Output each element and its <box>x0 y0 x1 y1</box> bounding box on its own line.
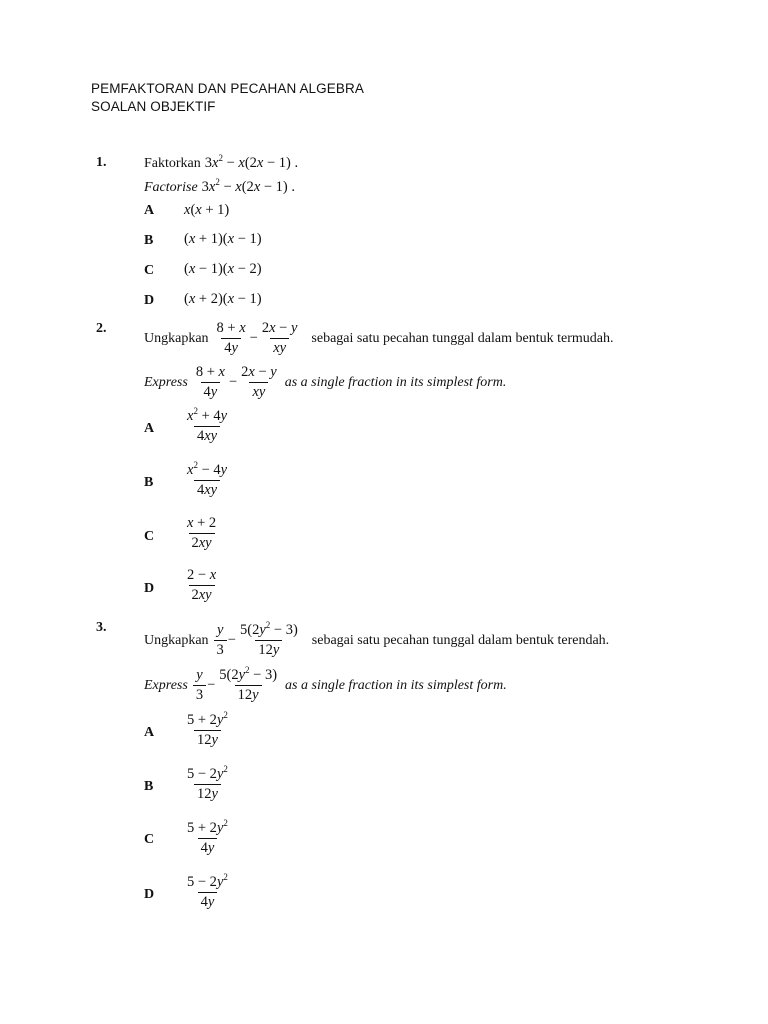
question-1-malay-verb: Faktorkan <box>144 155 201 171</box>
question-1-expression-en: $3x^2 - x(2x - 1)$ . <box>201 177 296 195</box>
question-3-malay-instruction: sebagai satu pecahan tunggal dalam bentuk terendah. <box>311 632 610 648</box>
q3-option-b[interactable]: $\frac{5 - 2y^2}{12y}$ <box>187 764 228 803</box>
question-2-malay-verb: Ungkapkan <box>144 330 209 346</box>
q1-option-c-label[interactable]: C <box>144 263 155 278</box>
question-number-1: 1. <box>96 155 107 170</box>
question-1-expression: $3x^2 - x(2x - 1)$ . <box>204 153 299 171</box>
q3-option-a-label[interactable]: A <box>144 725 155 740</box>
q3-option-c-label[interactable]: C <box>144 832 155 847</box>
q2-option-b[interactable]: $\frac{x^2 - 4y}{4xy}$ <box>187 460 228 499</box>
q3-option-a[interactable]: $\frac{5 + 2y^2}{12y}$ <box>187 710 228 749</box>
q3-option-d[interactable]: $\frac{5 - 2y^2}{4y}$ <box>187 872 228 911</box>
question-1-malay <box>144 155 298 172</box>
q1-option-a[interactable]: x(x + 1) <box>184 202 230 218</box>
question-2-expression: $\frac{8 + x}{4y}$ − $\frac{2x - y}{xy}$ <box>216 320 298 357</box>
question-3-expression-en: $\frac{y}{3}$ − $\frac{5(2y^2 - 3)}{12y}$ <box>192 667 281 705</box>
q1-option-d-label[interactable]: D <box>144 293 155 308</box>
question-3-english-instruction: as a single fraction in its simplest form. <box>285 677 507 693</box>
q1-option-b[interactable]: (x + 1)(x − 1) <box>184 231 262 247</box>
question-2-malay-instruction: sebagai satu pecahan tunggal dalam bentuk termudah. <box>311 330 614 346</box>
q1-option-b-label[interactable]: B <box>144 233 154 248</box>
question-3-malay-verb: Ungkapkan <box>144 632 209 648</box>
q2-option-a-label[interactable]: A <box>144 421 155 436</box>
question-3-english-verb: Express <box>144 677 188 693</box>
question-2-english-instruction: as a single fraction in its simplest form. <box>284 374 507 390</box>
q3-option-b-label[interactable]: B <box>144 779 154 794</box>
q2-option-c[interactable]: $\frac{x + 2}{2xy}$ <box>187 515 217 552</box>
q2-option-d[interactable]: $\frac{2 - x}{2xy}$ <box>187 567 217 604</box>
question-2-english-verb: Express <box>144 374 188 390</box>
q1-option-a-label[interactable]: A <box>144 203 155 218</box>
q2-option-b-label[interactable]: B <box>144 475 154 490</box>
page-subtitle: SOALAN OBJEKTIF <box>91 99 216 114</box>
q2-option-c-label[interactable]: C <box>144 529 155 544</box>
q1-option-d[interactable]: (x + 2)(x − 1) <box>184 291 262 307</box>
q2-option-a[interactable]: $\frac{x^2 + 4y}{4xy}$ <box>187 406 228 445</box>
q3-option-c[interactable]: $\frac{5 + 2y^2}{4y}$ <box>187 818 228 857</box>
question-3-english <box>144 667 507 705</box>
question-number-3: 3. <box>96 620 107 635</box>
question-1-english-verb: Factorise <box>144 179 198 195</box>
q3-option-d-label[interactable]: D <box>144 887 155 902</box>
q1-option-c[interactable]: (x − 1)(x − 2) <box>184 261 262 277</box>
q2-option-d-label[interactable]: D <box>144 581 155 596</box>
question-1-english <box>144 179 295 196</box>
question-2-expression-en: $\frac{8 + x}{4y}$ − $\frac{2x - y}{xy}$ <box>195 364 277 401</box>
question-2-malay <box>144 320 613 358</box>
question-number-2: 2. <box>96 321 107 336</box>
question-3-expression: $\frac{y}{3}$ − $\frac{5(2y^2 - 3)}{12y}$ <box>213 622 302 660</box>
page-title: PEMFAKTORAN DAN PECAHAN ALGEBRA <box>91 81 364 96</box>
question-3-malay <box>144 622 609 660</box>
question-2-english <box>144 364 506 402</box>
